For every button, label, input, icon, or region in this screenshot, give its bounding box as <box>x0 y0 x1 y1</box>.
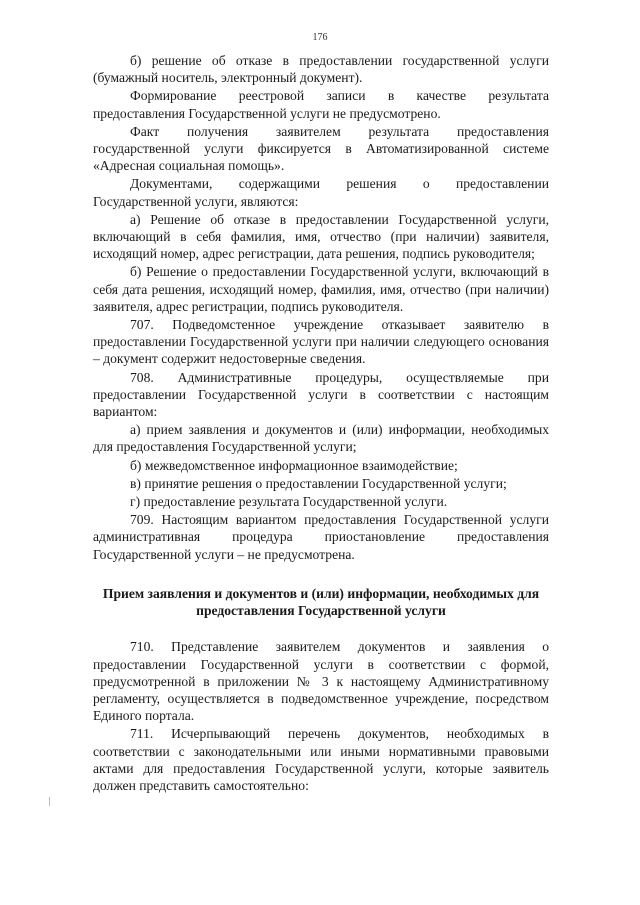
scan-margin-mark <box>49 797 50 806</box>
document-body <box>93 52 549 794</box>
paragraph: 707. Подведомстенное учреждение отказывает заявителю в предоставлении Государственной услуги при наличии следующего основания – документ содержит недостоверные сведения. <box>93 317 549 367</box>
paragraph: б) Решение о предоставлении Государственной услуги, включающий в себя дата решения, исходящий номер, фамилия, имя, отчество (при наличии) заявителя, адрес регистрации, подпись руководителя. <box>93 264 549 314</box>
paragraph: в) принятие решения о предоставлении Государственной услуги; <box>130 475 507 491</box>
paragraph: а) прием заявления и документов и (или) информации, необходимых для предоставления Государственной услуги; <box>93 422 549 455</box>
paragraph: б) межведомственное информационное взаимодействие; <box>130 457 458 473</box>
paragraph: б) решение об отказе в предоставлении государственной услуги (бумажный носитель, электронный документ). <box>93 53 549 86</box>
paragraph: 709. Настоящим вариантом предоставления Государственной услуги административная процедура приостановление предоставления Государственной услуги – не предусмотрена. <box>93 512 549 562</box>
paragraph: Факт получения заявителем результата предоставления государственной услуги фиксируется в Автоматизированной системе «Адресная социальная помощь». <box>93 123 549 174</box>
paragraph: 711. Исчерпывающий перечень документов, необходимых в соответствии с законодательными или иными нормативными правовыми актами для предоставления Государственной услуги, которые заявитель должен представить самостоятельно: <box>93 726 549 793</box>
section-heading: Прием заявления и документов и (или) информации, необходимых для предоставления Государственной услуги <box>102 585 540 619</box>
paragraph: Формирование реестровой записи в качестве результата предоставления Государственной услуги не предусмотрено. <box>93 88 549 121</box>
paragraph: г) предоставление результата Государственной услуги. <box>130 494 448 510</box>
paragraph: Документами, содержащими решения о предоставлении Государственной услуги, являются: <box>93 176 549 209</box>
paragraph: а) Решение об отказе в предоставлении Государственной услуги, включающий в себя фамилия, имя, отчество (при наличии) заявителя, исходящий номер, адрес регистрации, дата решения, подпись руководителя; <box>93 211 549 262</box>
page-number: 176 <box>312 32 328 43</box>
paragraph: 710. Представление заявителем документов и заявления о предоставлении Государственной услуги в соответствии с формой, предусмотренной в приложении № 3 к настоящему Административному регламенту, осуществляется в подведомственное учреждение, посредством Единого портала. <box>93 639 549 724</box>
paragraph: 708. Административные процедуры, осуществляемые при предоставлении Государственной услуги в соответствии с настоящим вариантом: <box>93 369 549 420</box>
